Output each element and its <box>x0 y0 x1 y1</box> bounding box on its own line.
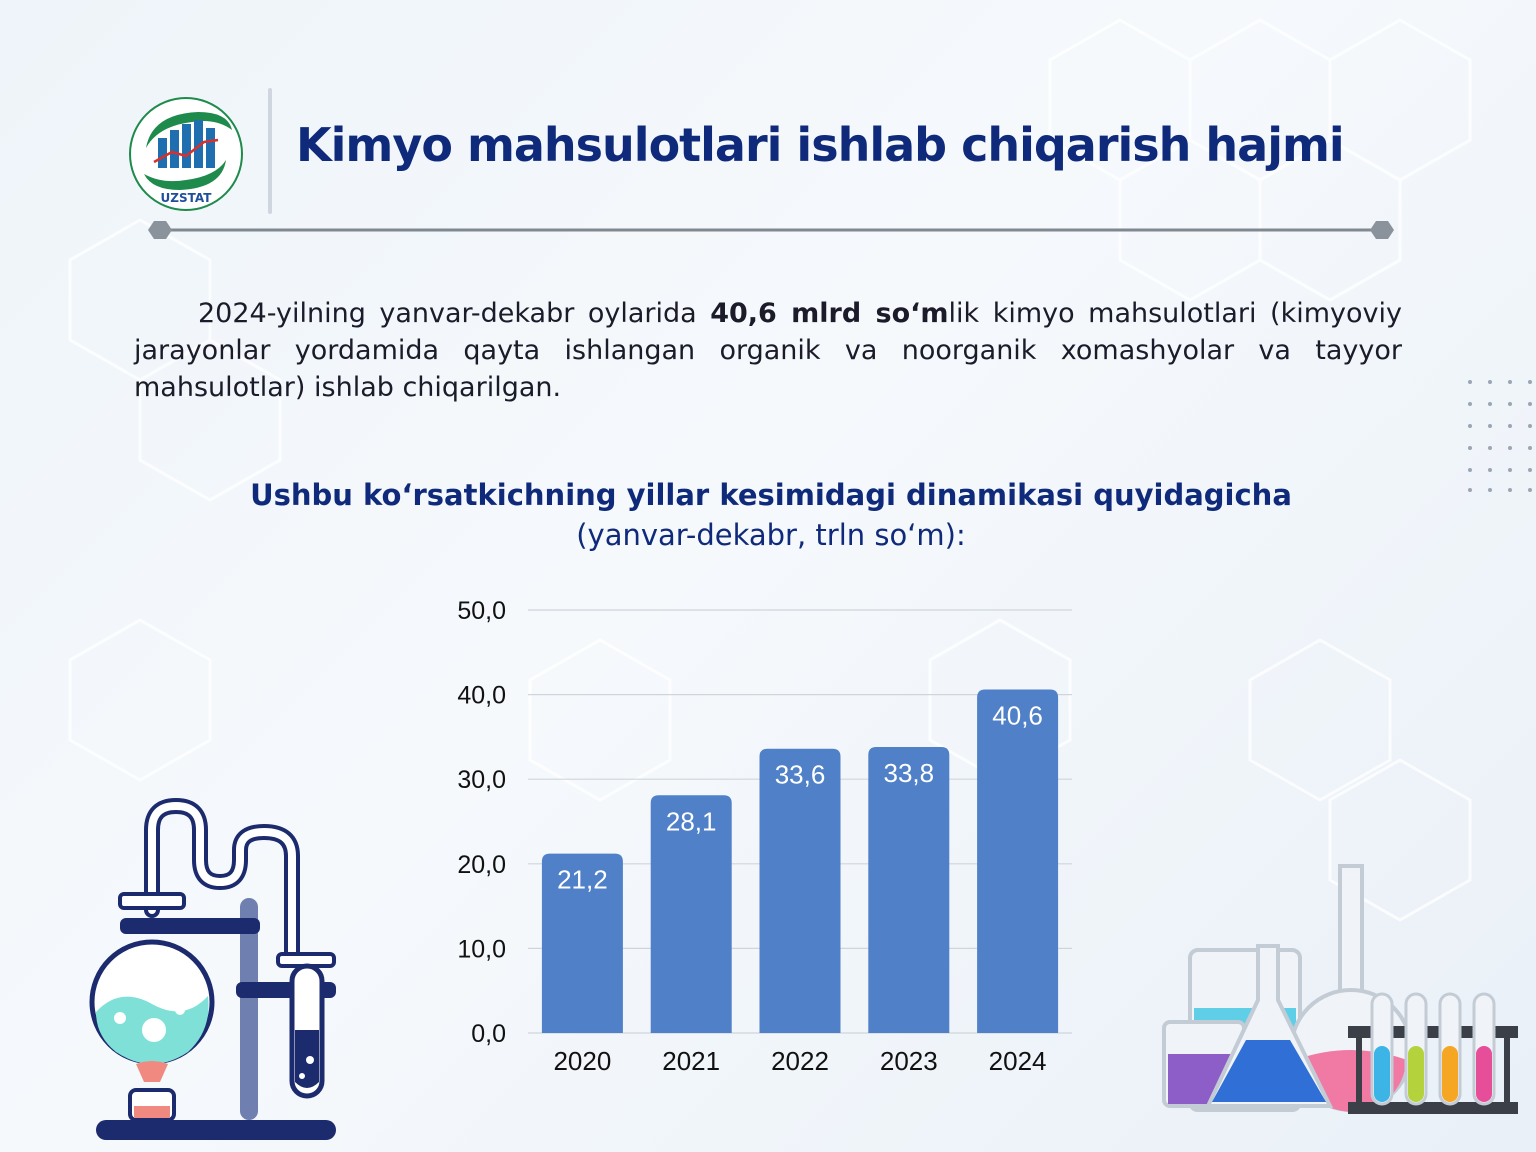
y-tick-label: 10,0 <box>457 935 506 964</box>
title-underline-rule <box>148 218 1394 242</box>
dot-grid-decoration <box>1460 372 1536 498</box>
chart-title: Ushbu ko‘rsatkichning yillar kesimidagi dinamikasi quyidagicha <box>250 478 1292 512</box>
intro-text-start: 2024-yilning yanvar-dekabr oylarida <box>198 298 711 329</box>
data-label: 33,6 <box>774 759 826 790</box>
lab-glassware-illustration <box>1150 850 1530 1130</box>
lab-distillation-illustration <box>80 790 360 1150</box>
intro-text-end: lik kimyo mahsulotlari (kimyoviy jarayonlar yordamida qayta ishlangan organik va noorganik xomashyolar va tayyor mahsulotlar) ishlab chiqarilgan. <box>134 298 1402 403</box>
bars-layer <box>542 690 1058 1033</box>
page-title: Kimyo mahsulotlari ishlab chiqarish hajmi <box>296 118 1344 172</box>
intro-paragraph <box>134 295 1402 406</box>
chart-subtitle: (yanvar-dekabr, trln so‘m): <box>576 518 966 552</box>
x-tick-label: 2023 <box>879 1046 938 1076</box>
data-label: 40,6 <box>992 700 1043 731</box>
bar-2023 <box>868 747 949 1033</box>
x-tick-label: 2024 <box>988 1046 1047 1076</box>
data-label: 21,2 <box>557 864 608 895</box>
y-tick-label: 30,0 <box>457 766 506 795</box>
y-tick-label: 40,0 <box>457 681 506 710</box>
bar-2024 <box>977 690 1058 1033</box>
y-tick-label: 20,0 <box>457 850 506 879</box>
x-tick-label: 2022 <box>771 1046 829 1076</box>
data-label: 33,8 <box>883 758 935 789</box>
y-tick-label: 0,0 <box>471 1020 506 1048</box>
logo-text: UZSTAT <box>160 191 212 205</box>
data-label: 28,1 <box>665 806 717 837</box>
x-tick-label: 2021 <box>662 1046 721 1076</box>
x-tick-label: 2020 <box>553 1046 612 1076</box>
y-tick-label: 50,0 <box>457 597 506 625</box>
uzstat-logo <box>128 96 244 212</box>
bar-2022 <box>760 749 841 1033</box>
bar-chart <box>420 580 1100 1080</box>
intro-highlight-amount: 40,6 mlrd so‘m <box>710 298 949 329</box>
header-divider <box>268 88 272 214</box>
